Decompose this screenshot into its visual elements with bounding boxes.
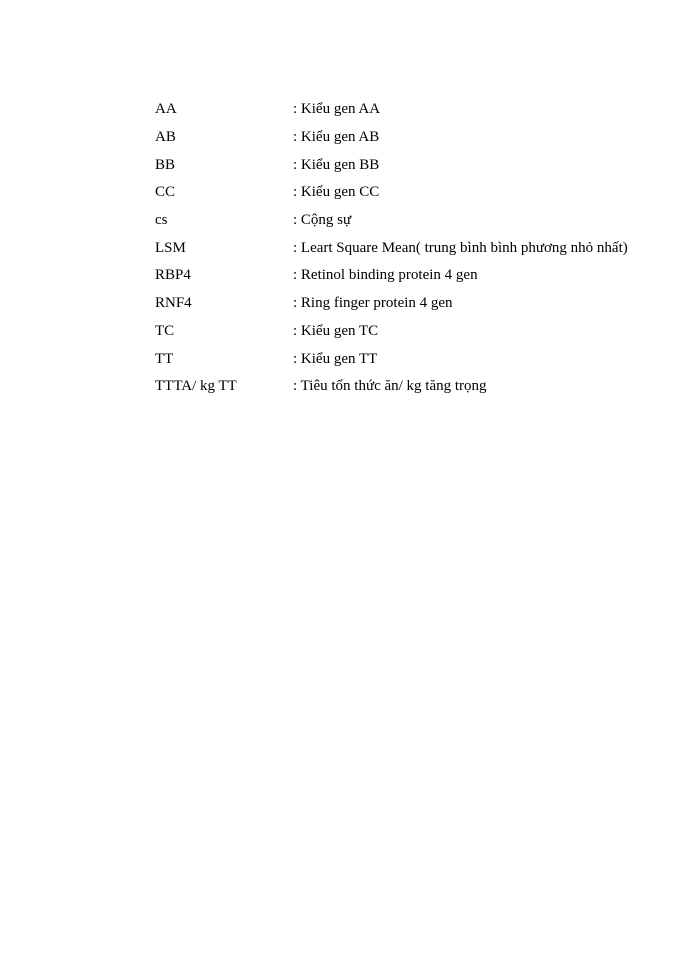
abbreviation-term: cs [155,212,168,229]
abbreviation-term: RBP4 [155,267,191,284]
abbreviation-term: CC [155,184,176,201]
abbreviation-row [155,318,695,346]
abbreviation-term: AA [155,101,177,118]
abbreviation-term: LSM [155,239,186,256]
abbreviation-row [155,234,695,262]
abbreviation-term: TT [155,350,174,367]
abbreviation-definition: : Kiểu gen TT [293,350,378,367]
abbreviation-definition: : Kiểu gen AB [293,129,380,146]
abbreviation-row [155,207,695,235]
abbreviation-list [155,96,695,401]
abbreviation-term: TTTA/ kg TT [155,378,237,395]
abbreviation-term: AB [155,129,176,146]
abbreviation-row [155,345,695,373]
abbreviation-definition: : Leart Square Mean( trung bình bình phương nhỏ nhất) [293,239,628,256]
abbreviation-row [155,262,695,290]
abbreviation-definition: : Kiểu gen AA [293,101,381,118]
abbreviation-term: RNF4 [155,295,192,312]
abbreviation-definition: : Kiểu gen TC [293,322,379,339]
abbreviation-definition: : Retinol binding protein 4 gen [293,267,478,284]
abbreviation-term: TC [155,322,175,339]
abbreviation-term: BB [155,156,176,173]
abbreviation-row [155,290,695,318]
abbreviation-row [155,373,695,401]
abbreviation-definition: : Tiêu tốn thức ăn/ kg tăng trọng [293,378,487,395]
abbreviation-definition: : Kiểu gen BB [293,156,380,173]
abbreviation-definition: : Kiểu gen CC [293,184,380,201]
abbreviation-row [155,179,695,207]
abbreviation-definition: : Ring finger protein 4 gen [293,295,453,312]
abbreviation-row [155,124,695,152]
abbreviation-row [155,96,695,124]
abbreviation-row [155,151,695,179]
abbreviation-definition: : Cộng sự [293,212,352,229]
